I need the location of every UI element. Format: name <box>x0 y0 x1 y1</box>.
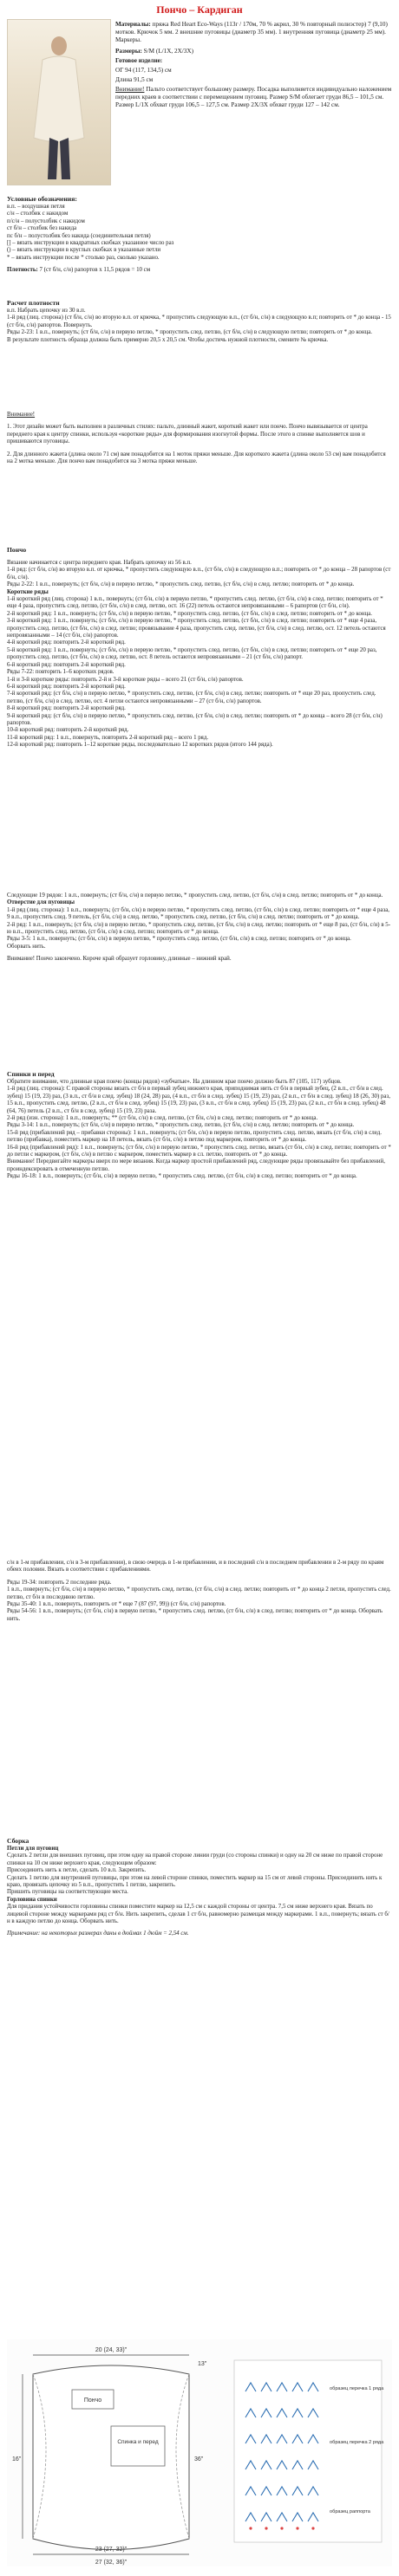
poncho-line: 1-й ряд: (ст б/н, с/н) во вторую в.п. от крючка, * пропустить следующую в.п., (ст б/н, с/н) в следующую в.п.; повторить от * до конца – 28 рапортов (ст б/н, с/н). <box>7 567 391 581</box>
back-line: 2-й ряд (изн. сторона): 1 в.п., повернуть; ** (ст б/н, с/н) в след. петлю, (ст б/н, с/н) в след. петлю; повторить от * до конца. <box>7 1115 318 1122</box>
left-dimension-label: 16" <box>12 2456 22 2462</box>
legend-line: п/с/н – полустолбик с накидом <box>7 217 85 224</box>
stitch-label-1: образец перечка 1 ряда <box>330 2386 384 2391</box>
assembly-subheading: Горловина спинки <box>7 1896 57 1903</box>
rows-subheading: Отверстие для пуговицы <box>7 899 75 906</box>
back-section <box>7 1070 392 1181</box>
back-line: Обратите внимание, что длинные края пончо (концы рядов) «зубчатые». На длинном крае пончо должно быть 87 (105, 117) зубцов. <box>7 1079 342 1085</box>
gauge-calc-line: в.п. Набрать цепочку из 30 в.п. <box>7 308 86 314</box>
materials-label: Материалы: <box>115 21 151 28</box>
center-dimension-label: 23 (27, 32)" <box>95 2547 128 2553</box>
rows-line: 1-й ряд (лиц. сторона): 1 в.п., повернуть; (ст б/н, с/н) в первую петлю, * пропустить след. петлю, (ст б/н, с/н) в след. петлю; повторить от * еще 4 раза, 9 в.п., пропустить след. 9 петель, (ст б/н, с/н) в след. петлю, * пропустить след. петлю, (ст б/н, с/н) в след. петлю; повторить от * до конца. <box>7 906 389 921</box>
notes <box>7 412 392 465</box>
legend <box>7 195 392 275</box>
rows-line: Оборвать нить. <box>7 943 46 950</box>
poncho-line: 9-й короткий ряд: (ст б/н, с/н) в первую петлю, * пропустить след. петлю, (ст б/н, с/н) в след. петлю; повторить от * до конца – всего 28 (ст б/н, с/н) рапортов. <box>7 712 383 726</box>
poncho-heading: Пончо <box>7 546 27 554</box>
back-line: Ряды 3-14: 1 в.п., повернуть; (ст б/н, с/н) в первую петлю, * пропустить след. петлю, (ст б/н, с/н) в след. петлю; повторить от * до конца. <box>7 1122 355 1129</box>
rows-line: 2-й ряд: 1 в.п., повернуть; (ст б/н, с/н) в первую петлю, * пропустить след. петлю, (ст б/н, с/н) в след. петлю; повторить от * еще 8 раз, (ст б/н, с/н) в 5-ю в.п., пропустить след. петлю, (ст б/н, с/н) в след. петлю; повторить от * до конца. <box>7 921 391 936</box>
stitch-label-3: образец раппорта <box>330 2509 370 2514</box>
stitch-label-2: образец перечка 2 ряда <box>330 2440 384 2445</box>
poncho-line: 4-й короткий ряд: повторить 2-й короткий ряд. <box>7 639 126 646</box>
top-dimension-2-label: 13" <box>198 2361 207 2367</box>
assembly-section <box>7 1837 392 1938</box>
sizes-label: Размеры: <box>115 48 142 55</box>
gauge-calc-line: В результате плотность образца должна быть примерно 20,5 x 20,5 см. Чтобы достичь нужной плотности, смените № крючка. <box>7 336 329 343</box>
rows-line: Ряды 3-5: 1 в.п., повернуть; (ст б/н, с/н) в первую петлю, * пропустить след. петлю, (ст б/н, с/н) в след. петлю; повторить от * до конца. <box>7 936 351 943</box>
back-line: 15-й ряд (прибавлений ряд – прибавки стороны): 1 в.п., повернуть; (ст б/н, с/н) в первую петлю, пропустить след. петлю, вязать (ст б/н, с/н) в след. петлю (прибавка), поместить маркер на 18 петель, вязать (ст б/н, с/н) в петлю под маркером, повторить от * до конца. <box>7 1129 382 1144</box>
poncho-line: 5-й короткий ряд: 1 в.п., повернуть; (ст б/н, с/н) в первую петлю, * пропустить след. петлю, (ст б/н, с/н) в след. петлю; повторить от * еще 20 раз, пропустить след. петлю, (ст б/н, с/н) в след. петлю, ост. 8 петель остаются непровязанными – 21 (ст б/н, с/н) рапорт. <box>7 646 377 661</box>
poncho-line: 6-й короткий ряд: повторить 2-й короткий ряд. <box>7 683 126 690</box>
poncho-subheading: Короткие ряды <box>7 588 49 595</box>
rows-line: Внимание! Пончо закончено. Короче край образует горловину, длинные – нижний край. <box>7 956 232 963</box>
poncho-line: 7-й короткий ряд: (ст б/н, с/н) в первую петлю, * пропустить след. петлю, (ст б/н, с/н) в след. петлю; повторить от * еще 20 раз, пропустить след. петлю, (ст б/н, с/н) в след. петлю, ост. 4 петли остаются непровязанными – 27 (ст б/н, с/н) рапортов. <box>7 691 376 704</box>
legend-line: с/н – столбик с накидом <box>7 211 69 217</box>
poncho-line: 3-й короткий ряд: 1 в.п., повернуть; (ст б/н, с/н) в первую петлю, * пропустить след. петлю, (ст б/н, с/н) в след. петлю; повторить от * еще 4 раза, пропустить след. петлю, (ст б/н, с/н) в след. петлю; провязывание 4 раза, пропустить след. петлю, (ст б/н, с/н) в след. петлю, ост. 12 петель остаются непровязанными – 14 (ст б/н, с/н) рапортов. <box>7 618 386 639</box>
page-title: Пончо – Кардиган <box>156 3 243 16</box>
legend-line: [] – вязать инструкции в квадратных скобках указанное число раз <box>7 240 174 247</box>
poncho-line: 1-й короткий ряд (лиц. сторона) 1 в.п., повернуть; (ст б/н, с/н) в первую петлю, * пропустить след. петлю, (ст б/н, с/н) в след. петлю; повторить от * еще 4 раза, пропустить след. петлю, (ст б/н, с/н) в след. петлю, ост. 16 (22) петель остаются непровязанными – 6 рапортов (ст б/н, с/н). <box>7 596 383 610</box>
gauge-calc-heading: Расчет плотности <box>7 299 60 307</box>
rows-line: Следующие 19 рядов: 1 в.п., повернуть; (ст б/н, с/н) в первую петлю, * пропустить след. петлю, (ст б/н, с/н) в след. петлю; повторить от * до конца. <box>7 892 383 899</box>
assembly-line: Пришить пуговицы на соответствующие места. <box>7 1889 128 1896</box>
legend-line: ст б/н – столбик без накида <box>7 225 77 232</box>
poncho-section <box>7 546 392 749</box>
back-line: 1-й ряд (лиц. сторона): С правой стороны вязать ст б/н в первый зубец нижнего края, приподнимая нить ст б/н в первый зубец, (2 в.п., ст б/н в след. зубец) 15 (19, 23) раз, (3 в.п., ст б/н в след. зубец) 18 (24, 28) раз, (4 в.п., ст б/н в след. зубец) 15 (19, 23) раз, (2 в.п., ст б/н в след. зубец) 18 (26, 30) раз, 15 в.п., пропустить след. петлю, (2 в.п., ст б/н в след. зубец) 15 (19, 23) раз, (3 в.п., ст б/н в след. зубец) 15 (19, 23) раз, (2 в.п., ст б/н в след. зубец) 48 (64, 76) петель (2 в.п., ст б/н в след. зубец) 15 (19, 23) раза. <box>7 1086 390 1114</box>
gauge-label: Плотность: <box>7 267 38 274</box>
bottom-dimension-label: 27 (32, 36)" <box>95 2560 128 2566</box>
assembly-subheading: Петли для пуговиц <box>7 1846 59 1852</box>
poncho-line: 1-й и 3-й короткие ряды: повторить 2-й и 3-й короткие ряды – всего 21 (ст б/н, с/н) рапортов. <box>7 676 244 683</box>
gauge-text: 7 (ст б/н, с/н) рапортов x 11,5 рядов = 10 см <box>39 267 151 274</box>
assembly-line: Для придания устойчивости горловины спинки поместите маркер на 12,5 см с каждой стороны от центра. 7,5 см ниже верхнего края. Вязать по лицевой стороне между маркерами ряд ст б/н. Нить закрепить, сделав 1 ст б/н, равномерно размещая между маркерами. 1 в.п., повернуть; вязать ст б/н в каждую петлю до конца. Оборвать нить. <box>7 1904 389 1925</box>
poncho-line: Вязание начинается с центра переднего края. Набрать цепочку из 56 в.п. <box>7 560 192 566</box>
poncho-line: 11-й короткий ряд: 1 в.п., повернуть, повторить 2-й короткий ряд – всего 1 ряд. <box>7 734 209 741</box>
back-more-line: Ряды 19-34: повторить 2 последние ряда. <box>7 1579 112 1586</box>
notes-heading: Внимание! <box>7 412 36 418</box>
gauge-calc <box>7 299 392 344</box>
legend-heading: Условные обозначения: <box>7 195 77 203</box>
legend-line: пс б/н – полустолбик без накида (соединительная петля) <box>7 232 151 239</box>
materials-text: пряжа Red Heart Eco-Ways (113г / 170м, 70 % акрил, 30 % повторный полиэстер) 7 (9,10) мотков. Крючок 5 мм. 2 внешние пуговицы (диаметр 35 мм). 1 внутренняя пуговица (диаметр 25 мм). Маркеры. <box>115 21 388 43</box>
back-line: Внимание! Передвигайте маркеры вверх по мере вязания. Когда маркер простой прибавлений ряд, следующие ряды провязывайте без прибавлений, проиндексировать в отмеченную петлю. <box>7 1158 385 1172</box>
back-more-line: 1 в.п., повернуть; (ст б/н, с/н) в первую петлю, * пропустить след. петлю, (ст б/н, с/н) в след. петлю; повторить от * до конца 2 петли, пропустить след. петлю, ст б/н в последнюю петлю. <box>7 1586 391 1600</box>
poncho-line: Ряды 2-22: 1 в.п., повернуть; (ст б/н, с/н) в первую петлю, * пропустить след. петлю, (ст б/н, с/н) в след. петлю; повторить от * до конца. <box>7 581 355 588</box>
notes-line: 1. Этот дизайн может быть выполнен в различных стилях: пальто, длинный жакет, короткий жакет или пончо. Пончо вывязывается от центра переднего края к центру спинки, используя «короткие ряды» для формирования изогнутой формы. После этого в спинке выполняется шов и пришиваются пуговицы. <box>7 424 368 445</box>
assembly-heading: Сборка <box>7 1837 29 1845</box>
finished-line-1: ОГ 94 (117, 134,5) см <box>115 67 172 74</box>
back-line: Ряды 16-18: 1 в.п., повернуть; (ст б/н, с/н) в первую петлю, * пропустить след. петлю, (ст б/н, с/н) в след. петлю; повторить от * до конца. <box>7 1173 357 1180</box>
back-line: 16-й ряд (прибавлений ряд): 1 в.п., повернуть; (ст б/н, с/н) в первую петлю, * пропустить след. петлю, вязать (ст б/н, с/н) в след. петлю; повторить от * до петли с маркером, (ст б/н, с/н) в петлю с маркером, поместить маркер в сл. петлю, повторить от * до конца. <box>7 1144 391 1158</box>
assembly-line: Присоединить нить к петле, сделать 10 в.п. Закрепить. <box>7 1867 147 1874</box>
poncho-label: Пончо <box>83 2398 102 2404</box>
legend-line: * – вязать инструкции после * столько раз, сколько указано. <box>7 254 160 261</box>
legend-line: в.п. – воздушная петля <box>7 204 65 210</box>
gauge-calc-line: 1-й ряд (лиц. сторона) (ст б/н, с/н) во вторую в.п. от крючка, * пропустить следующую в.п., (ст б/н, с/н) в следующую в.п; повторить от * до конца - 15 (ст б/н, с/н) рапортов. Повернуть. <box>7 315 391 328</box>
poncho-line: 8-й короткий ряд: повторить 2-й короткий ряд. <box>7 705 126 712</box>
note-bottom: Примечание: на некоторых размерах даны в дюймах 1 дюйм = 2,54 см. <box>7 1930 189 1937</box>
top-dimension-label: 20 (24, 33)" <box>95 2347 128 2353</box>
finished-label: Готовое изделие: <box>115 57 163 64</box>
poncho-line: 10-й короткий ряд: повторить 2-й короткий ряд. <box>7 727 129 734</box>
rows-block <box>7 892 392 964</box>
assembly-line: Сделать 1 петлю для внутренней пуговицы, при этом на левой стороне спинки, поместить маркер на 15 см от левой стороны. Присоединить нить к краю, провязать цепочку из 5 в.п., пропустить 1 петлю, закрепить. <box>7 1874 383 1889</box>
back-more-line: Ряды 35-40: 1 в.п., повернуть, повторить от * еще 7 (87 (97, 99)) (ст б/н, с/н) рапортов. <box>7 1601 226 1608</box>
specs <box>115 21 393 111</box>
poncho-line: Ряды 7-22: повторить 1–6 коротких рядов. <box>7 669 114 676</box>
model-silhouette-icon <box>30 34 88 181</box>
poncho-line: 12-й короткий ряд: повторить 1–12 короткие ряды, последовательно 12 коротких рядов (итого 144 ряда). <box>7 742 273 749</box>
schematic-svg <box>7 2339 392 2566</box>
legend-line: () – вязать инструкции в круглых скобках в указанные петли <box>7 247 161 254</box>
note-text: Пальто соответствует большому размеру. Посадка выполняется индивидуально наложением передних краев в соответствии с перемещением пуговиц. Размер S/M облегает груди 86,5 – 101,5 см. Размер L/1X обхват груди 106,5 – 127,5 см. Размер 2X/3X обхват груди 127 – 142 см. <box>115 86 392 108</box>
sizes-text: S/M (L/1X, 2X/3X) <box>143 48 193 55</box>
notes-line: 2. Для длинного жакета (длина около 71 см) вам понадобится на 1 моток пряжи меньше. Для короткого жакета (длина около 53 см) вам понадобится на 2 мотка меньше. Для пончо вам понадобится на 3 мотка пряжи меньше. <box>7 451 386 465</box>
gauge-calc-line: Ряды 2-23: 1 в.п., повернуть; (ст б/н, с/н) в первую петлю, * пропустить след. петлю, (ст б/н, с/н) в следующую петлю; повторить от * до конца. <box>7 329 373 336</box>
note-label: Внимание! <box>115 86 145 93</box>
back-heading: Спинки и перед <box>7 1070 55 1078</box>
right-dimension-label: 36" <box>194 2456 204 2462</box>
schematic-diagram <box>7 2339 392 2566</box>
poncho-line: 6-й короткий ряд: повторить 2-й короткий ряд. <box>7 661 126 668</box>
back-more-line: с/н в 1-м прибавлении, с/н в 3-м прибавлении), в свою очередь в 1-м прибавлении, и в последний с/н в последнем прибавлении в 2-м ряду по краям обеих половин. Вязать в соответствии с прибавлениями. <box>7 1560 384 1574</box>
finished-line-2: Длина 91,5 см <box>115 76 154 83</box>
assembly-line: Сделать 2 петли для внешних пуговиц, при этом одну на правой стороне линии груди (со стороны спинки) и одну на 20 см ниже по правой стороне спинки на 10 см ниже верхнего края, следующим образом: <box>7 1853 383 1866</box>
stitch-chart <box>234 2360 384 2542</box>
back-more <box>7 1560 392 1623</box>
poncho-line: 2-й короткий ряд: 1 в.п., повернуть; (ст б/н, с/н) в первую петлю, * пропустить след. петлю, (ст б/н, с/н) в след. петлю; повторить от * до конца. <box>7 610 372 617</box>
front-label: Спинка и перед <box>117 2439 159 2445</box>
back-more-line: Ряды 54-56: 1 в.п., повернуть; (ст б/н, с/н) в первую петлю, * пропустить след. петлю, (ст б/н, с/н) в след. петлю; повторить от * до конца. Оборвать нить. <box>7 1608 383 1622</box>
model-photo <box>7 19 111 185</box>
